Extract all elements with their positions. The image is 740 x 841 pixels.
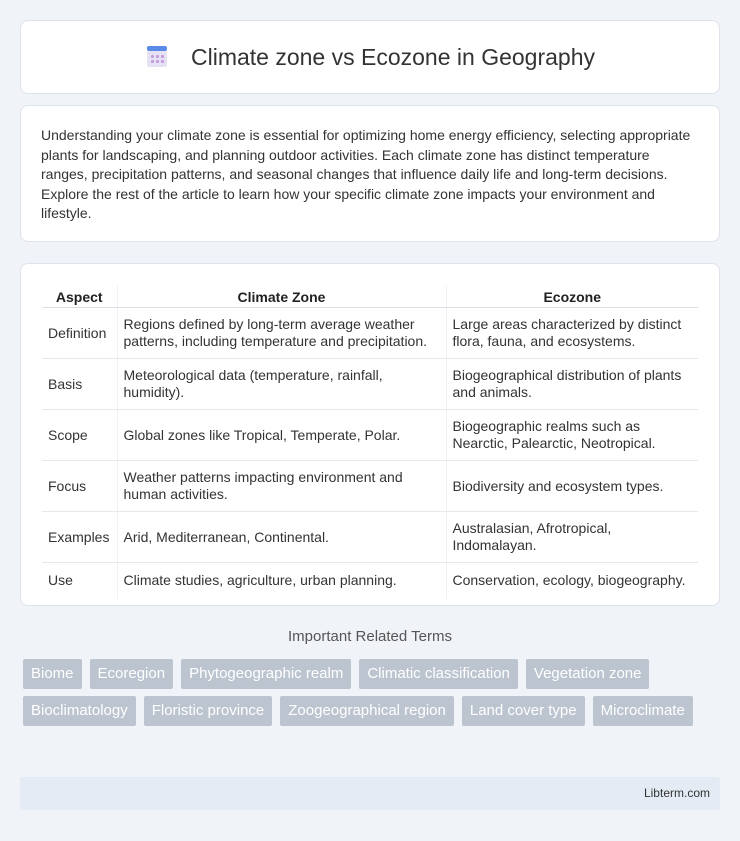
table-row <box>42 359 698 410</box>
row-aspect: Scope <box>42 410 117 461</box>
header-climate-zone: Climate Zone <box>117 286 446 308</box>
table-header-row <box>42 286 698 308</box>
footer <box>20 777 720 810</box>
row-ecozone: Biogeographic realms such as Nearctic, Palearctic, Neotropical. <box>446 410 698 461</box>
row-climate-zone: Meteorological data (temperature, rainfall, humidity). <box>117 359 446 410</box>
row-ecozone: Conservation, ecology, biogeography. <box>446 563 698 599</box>
table-row <box>42 410 698 461</box>
row-climate-zone: Global zones like Tropical, Temperate, Polar. <box>117 410 446 461</box>
table-row <box>42 563 698 599</box>
comparison-card <box>20 263 720 606</box>
tag-bioclimatology[interactable]: Bioclimatology <box>23 696 136 726</box>
related-terms-list <box>23 659 713 726</box>
row-climate-zone: Arid, Mediterranean, Continental. <box>117 512 446 563</box>
row-aspect: Basis <box>42 359 117 410</box>
comparison-table <box>42 286 698 599</box>
row-aspect: Use <box>48 572 73 589</box>
tag-land-cover-type[interactable]: Land cover type <box>462 696 585 726</box>
tag-floristic-province[interactable]: Floristic province <box>144 696 273 726</box>
header-ecozone: Ecozone <box>446 286 698 308</box>
tag-phytogeographic-realm[interactable]: Phytogeographic realm <box>181 659 351 689</box>
tag-biome[interactable]: Biome <box>23 659 82 689</box>
row-ecozone: Large areas characterized by distinct flora, fauna, and ecosystems. <box>446 308 698 359</box>
row-aspect: Focus <box>42 461 117 512</box>
row-aspect: Definition <box>42 308 117 359</box>
tag-climatic-classification[interactable]: Climatic classification <box>359 659 518 689</box>
tag-vegetation-zone[interactable]: Vegetation zone <box>526 659 650 689</box>
header-aspect: Aspect <box>42 286 117 308</box>
row-ecozone: Biodiversity and ecosystem types. <box>446 461 698 512</box>
tag-microclimate[interactable]: Microclimate <box>593 696 693 726</box>
page-title: Climate zone vs Ecozone in Geography <box>191 43 595 70</box>
row-ecozone: Biogeographical distribution of plants and animals. <box>446 359 698 410</box>
table-row <box>42 461 698 512</box>
title-card <box>20 20 720 94</box>
table-row <box>42 512 698 563</box>
footer-site-link[interactable]: Libterm.com <box>643 786 710 800</box>
row-climate-zone: Climate studies, agriculture, urban planning. <box>117 563 446 599</box>
calendar-icon <box>145 44 169 70</box>
tag-ecoregion[interactable]: Ecoregion <box>90 659 174 689</box>
row-aspect: Examples <box>42 512 117 563</box>
intro-card <box>20 105 720 242</box>
row-ecozone: Australasian, Afrotropical, Indomalayan. <box>446 512 698 563</box>
intro-text: Understanding your climate zone is essential for optimizing home energy efficiency, selecting appropriate plants for landscaping, and planning outdoor activities. Each climate zone has distinct temperature ranges, precipitation patterns, and seasonal changes that influence daily life and long-term decisions. Explore the rest of the article to learn how your specific climate zone impacts your environment and lifestyle. <box>41 127 691 221</box>
tag-zoogeographical-region[interactable]: Zoogeographical region <box>280 696 454 726</box>
row-climate-zone: Regions defined by long-term average weather patterns, including temperature and precipitation. <box>117 308 446 359</box>
table-row <box>42 308 698 359</box>
related-terms-title: Important Related Terms <box>288 628 452 645</box>
row-climate-zone: Weather patterns impacting environment and human activities. <box>117 461 446 512</box>
